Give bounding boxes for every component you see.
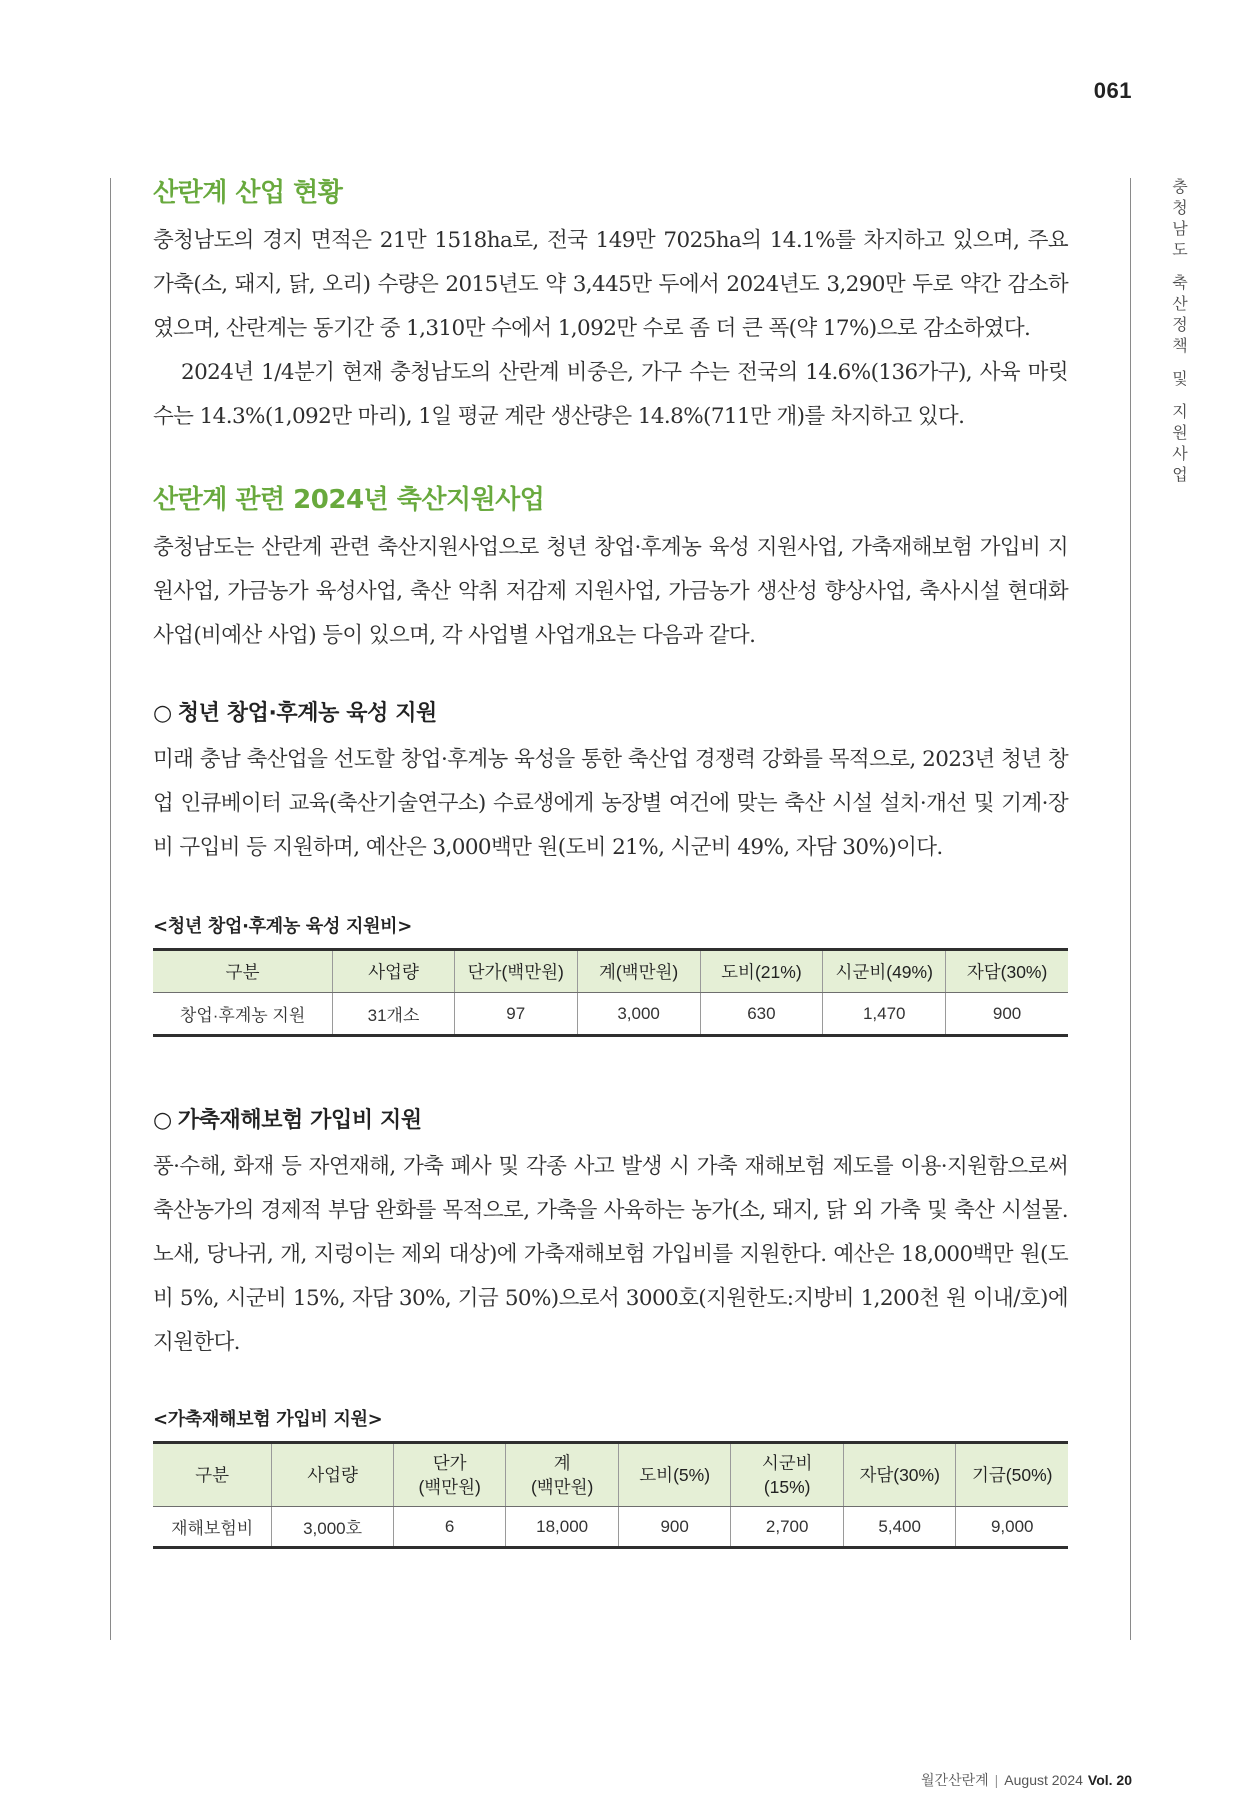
subheading-youth-support <box>153 698 1068 730</box>
table-cell: 5,400 <box>843 1507 956 1548</box>
table-row <box>153 993 1068 1036</box>
table-header-cell: 단가(백만원) <box>454 950 577 993</box>
table-header-line: 자담(30%) <box>859 1465 940 1485</box>
paragraph-status-1: 충청남도의 경지 면적은 21만 1518ha로, 전국 149만 7025ha의 14.1%를 차지하고 있으며, 주요 가축(소, 돼지, 닭, 오리) 수량은 2015년도 약 3,445만 두에서 2024년도 3,290만 두로 약간 감소하였으며, 산란계는 동기간 중 1,310만 수에서 1,092만 수로 좀 더 큰 폭(약 17%)으로 감소하였다. <box>153 228 1068 341</box>
table-header-line: 단가 <box>432 1453 467 1473</box>
table-cell: 2,700 <box>731 1507 844 1548</box>
table-header-cell <box>956 1443 1068 1507</box>
page-footer <box>921 1770 1132 1790</box>
side-title-char <box>1168 356 1192 368</box>
table-cell: 97 <box>454 993 577 1036</box>
table-header-line: 계 <box>553 1453 571 1473</box>
table-cell: 630 <box>700 993 823 1036</box>
table-cell: 재해보험비 <box>171 1519 254 1538</box>
footer-divider: | <box>994 1772 999 1788</box>
table-header-line: 사업량 <box>307 1465 358 1485</box>
table-header-cell <box>153 1443 272 1507</box>
section-heading-status: 산란계 산업 현황 <box>153 178 343 208</box>
side-title-char: 원 <box>1172 423 1188 442</box>
table-cell: 6 <box>393 1507 506 1548</box>
side-title-char: 업 <box>1172 465 1188 484</box>
side-title-char: 축 <box>1172 273 1188 292</box>
table-header-cell <box>731 1443 844 1507</box>
table-header-line: 기금(50%) <box>971 1465 1053 1485</box>
table-cell: 9,000 <box>956 1507 1068 1548</box>
table-header-cell <box>272 1443 394 1507</box>
side-title-char: 청 <box>1172 198 1188 217</box>
table-header-line: 도비(5%) <box>639 1465 711 1485</box>
table-cell: 1,470 <box>823 993 946 1036</box>
table-cell: 18,000 <box>506 1507 619 1548</box>
table-header-cell: 계(백만원) <box>577 950 700 993</box>
table-cell: 900 <box>618 1507 731 1548</box>
side-title-char: 도 <box>1172 240 1188 259</box>
side-title-char: 남 <box>1172 219 1188 238</box>
right-margin-rule <box>1130 178 1131 1640</box>
subheading-text: 가축재해보험 가입비 지원 <box>177 1108 422 1133</box>
table-cell: 900 <box>946 993 1068 1036</box>
side-title-char: 지 <box>1172 402 1188 421</box>
side-title-char <box>1168 389 1192 401</box>
table-caption-insurance: <가축재해보험 가입비 지원> <box>153 1409 383 1430</box>
paragraph-status-2: 2024년 1/4분기 현재 충청남도의 산란계 비중은, 가구 수는 전국의 14.6%(136가구), 사육 마릿수는 14.3%(1,092만 마리), 1일 평균 계란 생산량은 14.8%(711만 개)를 차지하고 있다. <box>153 360 1068 429</box>
subheading-text: 청년 창업·후계농 육성 지원 <box>177 701 437 726</box>
table-header-cell: 구분 <box>153 950 333 993</box>
article-body <box>153 176 1068 1549</box>
table-cell: 3,000호 <box>272 1507 394 1548</box>
side-section-title <box>1168 176 1192 485</box>
side-title-char: 산 <box>1172 294 1188 313</box>
insurance-support-table <box>153 1441 1068 1549</box>
page-number: 061 <box>1093 78 1132 103</box>
table-header-line: (백만원) <box>530 1477 594 1497</box>
volume-number: Vol. 20 <box>1087 1772 1132 1788</box>
section-heading-support: 산란계 관련 2024년 축산지원사업 <box>153 485 545 515</box>
side-title-char <box>1168 260 1192 272</box>
paragraph-youth-support: 미래 충남 축산업을 선도할 창업·후계농 육성을 통한 축산업 경쟁력 강화를 목적으로, 2023년 청년 창업 인큐베이터 교육(축산기술연구소) 수료생에게 농장별 여건에 맞는 축산 시설 설치·개선 및 기계·장비 구입비 등 지원하며, 예산은 3,000백만 원(도비 21%, 시군비 49%, 자담 30%)이다. <box>153 747 1068 860</box>
table-cell: 창업·후계농 지원 <box>179 1006 306 1025</box>
table-header-line: 시군비 <box>761 1453 813 1473</box>
table-caption-youth: <청년 창업·후계농 육성 지원비> <box>153 916 413 937</box>
table-header-cell <box>618 1443 731 1507</box>
table-header-cell <box>843 1443 956 1507</box>
magazine-name: 월간산란계 <box>921 1772 989 1788</box>
table-header-line: (15%) <box>763 1477 811 1497</box>
table-header-line: 구분 <box>195 1465 230 1485</box>
side-title-char: 사 <box>1172 444 1188 463</box>
subheading-insurance-support <box>153 1105 1068 1137</box>
table-header-cell: 도비(21%) <box>700 950 823 993</box>
table-cell: 3,000 <box>577 993 700 1036</box>
table-header-cell: 시군비(49%) <box>823 950 946 993</box>
side-title-char: 및 <box>1172 369 1188 388</box>
table-row <box>153 1507 1068 1548</box>
table-header-cell <box>506 1443 619 1507</box>
table-header-cell: 사업량 <box>333 950 455 993</box>
side-title-char: 정 <box>1172 315 1188 334</box>
table-cell: 31개소 <box>333 993 455 1036</box>
issue-date: August 2024 <box>1004 1772 1083 1788</box>
side-title-char: 책 <box>1172 336 1188 355</box>
table-header-line: (백만원) <box>418 1477 481 1497</box>
circle-bullet-icon: ○ <box>153 701 172 726</box>
side-title-char: 충 <box>1172 177 1188 196</box>
youth-support-table <box>153 948 1068 1037</box>
left-margin-rule <box>110 178 111 1640</box>
paragraph-support-intro: 충청남도는 산란계 관련 축산지원사업으로 청년 창업·후계농 육성 지원사업, 가축재해보험 가입비 지원사업, 가금농가 육성사업, 축산 악취 저감제 지원사업, 가금농가 생산성 향상사업, 축사시설 현대화 사업(비예산 사업) 등이 있으며, 각 사업별 사업개요는 다음과 같다. <box>153 535 1068 648</box>
circle-bullet-icon: ○ <box>153 1108 172 1133</box>
table-header-cell: 자담(30%) <box>946 950 1068 993</box>
paragraph-insurance-support: 풍·수해, 화재 등 자연재해, 가축 폐사 및 각종 사고 발생 시 가축 재해보험 제도를 이용·지원함으로써 축산농가의 경제적 부담 완화를 목적으로, 가축을 사육하는 농가(소, 돼지, 닭 외 가축 및 축산 시설물. 노새, 당나귀, 개, 지렁이는 제외 대상)에 가축재해보험 가입비를 지원한다. 예산은 18,000백만 원(도비 5%, 시군비 15%, 자담 30%, 기금 50%)으로서 3000호(지원한도:지방비 1,200천 원 이내/호)에 지원한다. <box>153 1154 1068 1355</box>
table-header-cell <box>393 1443 506 1507</box>
